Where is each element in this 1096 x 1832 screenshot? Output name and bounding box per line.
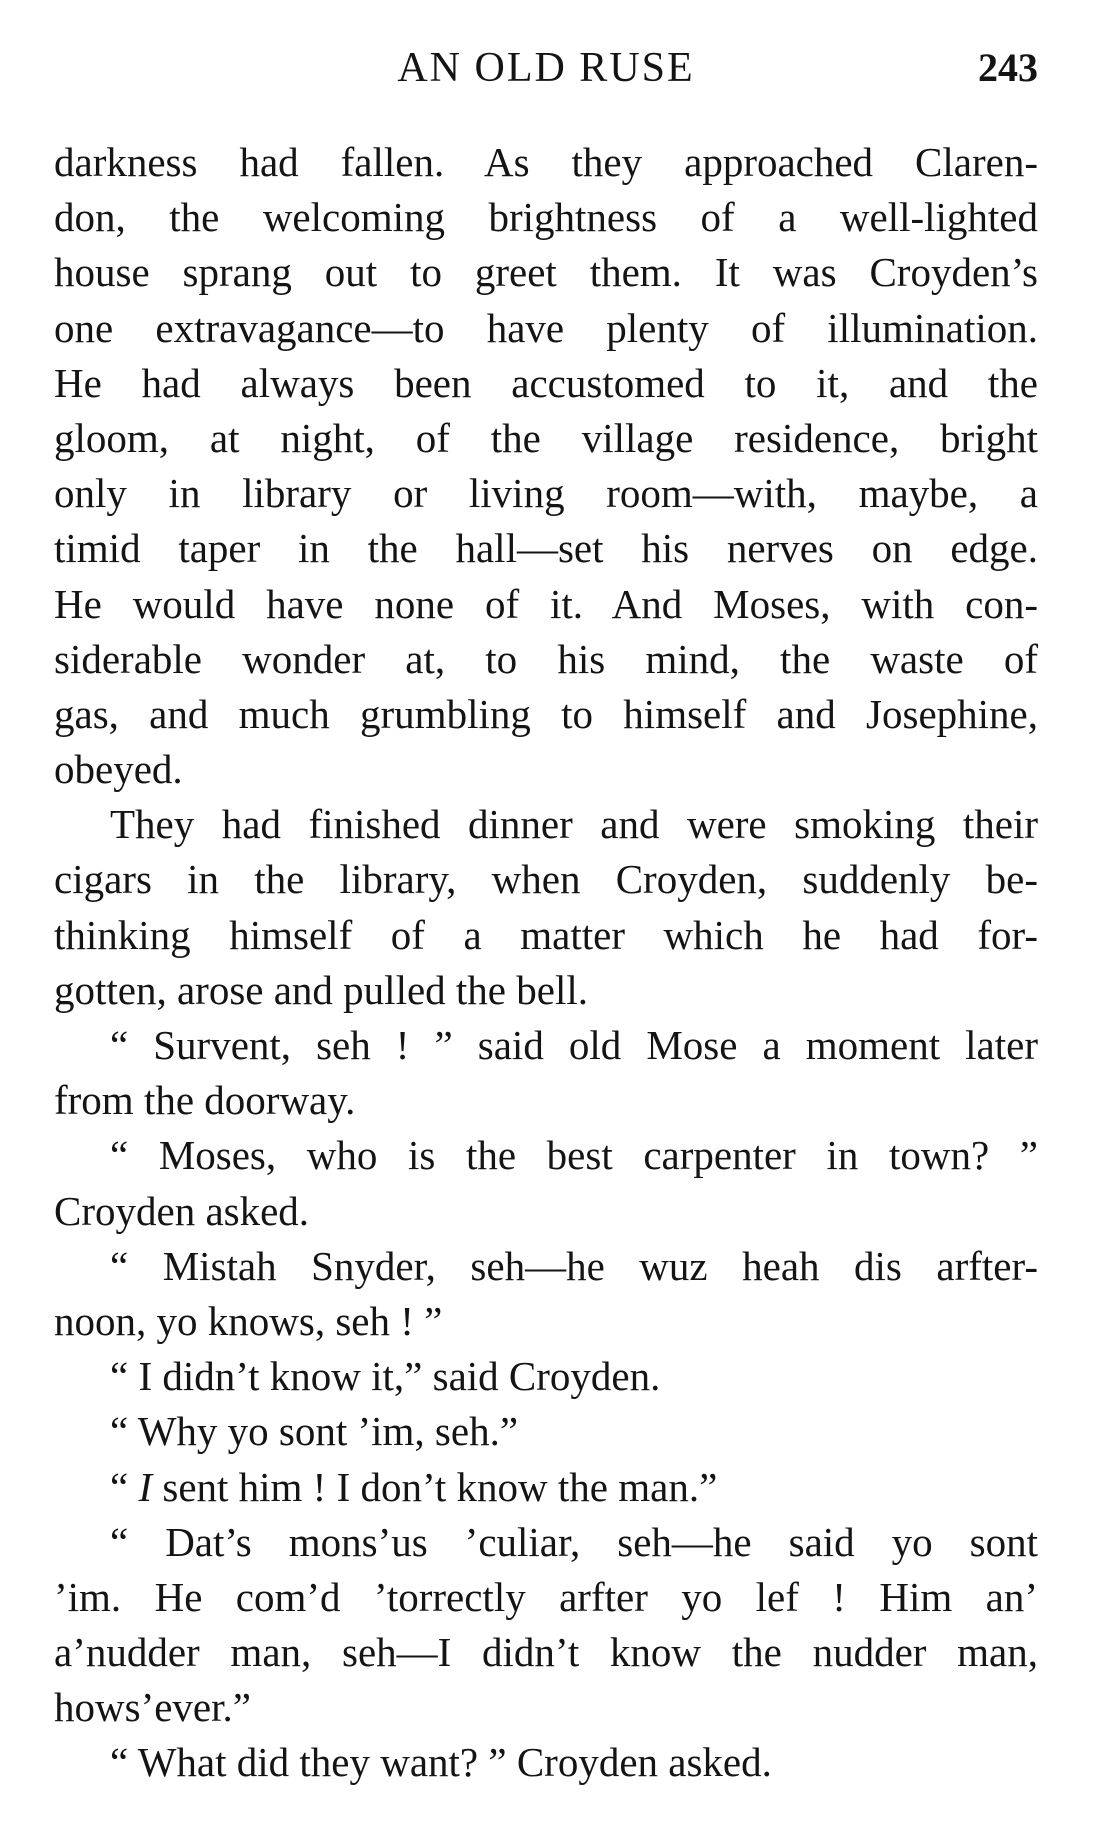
body-text: [54, 135, 1038, 1791]
page-number: 243: [978, 45, 1038, 90]
text-line: timid taper in the hall—set his nerves on edge.: [54, 525, 1038, 572]
running-title: AN OLD RUSE: [397, 45, 695, 91]
text-line: house sprang out to greet them. It was Croyden’s: [54, 249, 1038, 296]
page-header: [54, 38, 1038, 98]
emphasis: I: [138, 1463, 153, 1510]
text-line: one extravagance—to have plenty of illumination.: [54, 304, 1038, 351]
paragraph: [54, 135, 1038, 797]
text-line: cigars in the library, when Croyden, suddenly be-: [54, 856, 1038, 903]
paragraph: [54, 1349, 1038, 1404]
text-line: obeyed.: [54, 746, 183, 793]
text-line: “ Dat’s mons’us ’culiar, seh—he said yo sont: [110, 1518, 1038, 1565]
paragraph: [54, 797, 1038, 1018]
text-line: only in library or living room—with, maybe, a: [54, 470, 1038, 517]
paragraph: [54, 1239, 1038, 1349]
paragraph: [54, 1460, 1038, 1515]
paragraph: [54, 1515, 1038, 1736]
text-line: gas, and much grumbling to himself and Josephine,: [54, 690, 1038, 737]
text-line: “ Why yo sont ’im, seh.”: [110, 1408, 519, 1455]
text-line: They had finished dinner and were smoking their: [110, 801, 1038, 848]
text-line: thinking himself of a matter which he had for-: [54, 911, 1038, 958]
text-line: Croyden asked.: [54, 1187, 310, 1234]
paragraph: [54, 1128, 1038, 1238]
text-line: “ Moses, who is the best carpenter in town? ”: [110, 1132, 1038, 1179]
text-line: “ I didn’t know it,” said Croyden.: [110, 1353, 661, 1400]
text-line: don, the welcoming brightness of a well-lighted: [54, 194, 1038, 241]
text-line: darkness had fallen. As they approached Claren-: [54, 139, 1038, 185]
text-line: ’im. He com’d ’torrectly arfter yo lef ! Him an’: [54, 1573, 1038, 1620]
paragraph: [54, 1404, 1038, 1459]
text-line: a’nudder man, seh—I didn’t know the nudder man,: [54, 1629, 1038, 1676]
text-line: He would have none of it. And Moses, with con-: [54, 580, 1038, 627]
paragraph: [54, 1018, 1038, 1128]
text-line: “ What did they want? ” Croyden asked.: [110, 1739, 772, 1786]
text-line: from the doorway.: [54, 1077, 356, 1124]
text-line: “ I sent him ! I don’t know the man.”: [110, 1463, 718, 1510]
text-line: He had always been accustomed to it, and the: [54, 359, 1038, 406]
text-line: siderable wonder at, to his mind, the waste of: [54, 635, 1038, 682]
text-line: “ Mistah Snyder, seh—he wuz heah dis arfter-: [110, 1242, 1038, 1289]
text-line: “ Survent, seh ! ” said old Mose a moment later: [110, 1022, 1038, 1068]
paragraph: [54, 1735, 1038, 1790]
text-line: gloom, at night, of the village residence, bright: [54, 414, 1038, 461]
text-line: gotten, arose and pulled the bell.: [54, 966, 588, 1013]
text-line: noon, yo knows, seh ! ”: [54, 1297, 443, 1344]
text-line: hows’ever.”: [54, 1684, 251, 1731]
